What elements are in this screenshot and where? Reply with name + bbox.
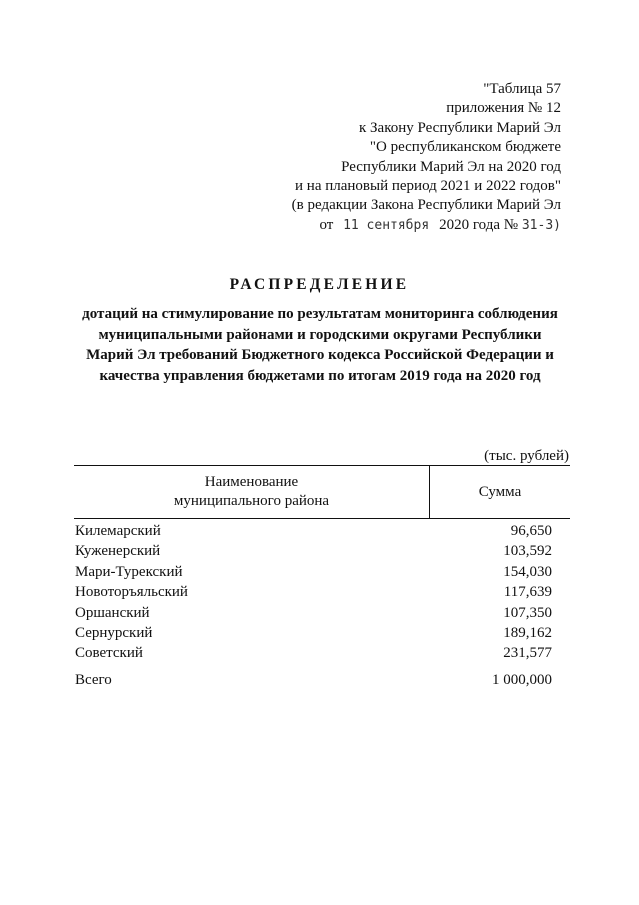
header-line: "О республиканском бюджете [369,139,561,156]
column-header-sum: Сумма [478,483,522,500]
handwritten-number: 31-З) [521,217,561,233]
district-name: Сернурский [75,624,153,641]
subtitle-line: муниципальными районами и городскими округами Республики [98,326,542,343]
district-sum: 96,650 [510,523,552,539]
district-sum: 117,639 [503,584,552,601]
column-header-name-line2: муниципального района [173,493,330,509]
header-line: и на плановый период 2021 и 2022 годов" [295,178,561,195]
header-line: "Таблица 57 [483,81,561,97]
unit-label: (тыс. рублей) [484,448,569,464]
district-name: Куженерский [75,543,161,560]
subtitle-line: Марий Эл требований Бюджетного кодекса Российской Федерации и [86,347,554,364]
header-line: Республики Марий Эл на 2020 год [341,158,561,175]
district-sum: 107,350 [503,604,552,621]
district-sum: 231,577 [503,645,552,662]
date-prefix: от [319,216,334,233]
table-row [75,643,552,663]
subtitle-line: дотаций на стимулирование по результатам мониторинга соблюдения [82,306,558,322]
district-name: Килемарский [75,523,161,539]
header-date-line [241,216,561,235]
district-sum: 103,592 [503,543,552,560]
handwritten-date: 11 сентября [343,217,430,233]
total-sum: 1 000,000 [492,671,552,688]
table-total-row [75,670,552,690]
document-subtitle [70,304,570,386]
table-row [75,623,552,643]
table-row [75,582,552,602]
district-name: Мари-Турекский [75,563,183,580]
subtitle-line: качества управления бюджетами по итогам 2019 года на 2020 год [99,367,541,384]
column-header-name-line1: Наименование [204,474,299,490]
district-sum: 189,162 [503,624,552,641]
district-sum: 154,030 [503,563,552,580]
law-reference-header [241,80,561,235]
column-header-name [74,466,430,518]
table-row [75,521,552,541]
document-title: РАСПРЕДЕЛЕНИЕ [229,276,410,293]
district-name: Новоторъяльский [75,584,188,601]
header-line: (в редакции Закона Республики Марий Эл [291,197,561,214]
district-name: Советский [75,645,143,662]
table-body [75,521,552,690]
total-label: Всего [75,671,112,688]
table-row [75,603,552,623]
table-row [75,541,552,561]
table-row [75,562,552,582]
header-line: к Закону Республики Марий Эл [358,119,561,136]
date-suffix: 2020 года № [439,216,519,233]
header-line: приложения № 12 [446,100,561,117]
district-name: Оршанский [75,604,150,621]
table-header [74,465,570,519]
